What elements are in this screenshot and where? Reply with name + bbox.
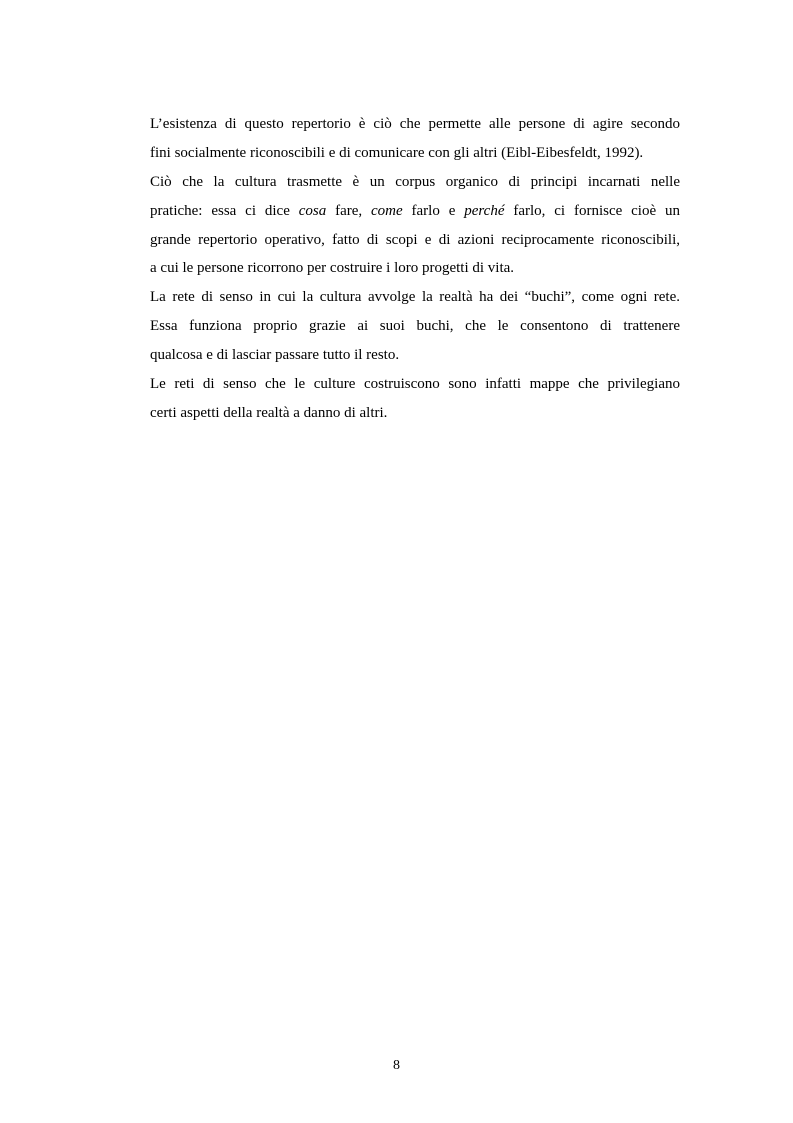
text-line: L’esistenza di questo repertorio è ciò che permette alle persone di agire secondo [150, 116, 680, 132]
text-line: certi aspetti della realtà a danno di altri. [150, 404, 388, 421]
emphasis-perche: perché [464, 202, 505, 219]
text-line: Essa funziona proprio grazie ai suoi buchi, che le consentono di trattenere [150, 318, 680, 335]
text-line: fini socialmente riconoscibili e di comunicare con gli altri (Eibl-Eibesfeldt, 1992). [150, 144, 644, 161]
text-line: Ciò che la cultura trasmette è un corpus organico di principi incarnati nelle [150, 173, 680, 190]
text-run: farlo e [402, 202, 465, 219]
text-line: Le reti di senso che le culture costruiscono sono infatti mappe che privilegiano [150, 376, 680, 393]
emphasis-cosa: cosa [298, 202, 327, 219]
page-number: 8 [393, 1058, 400, 1073]
text-line: La rete di senso in cui la cultura avvolge la realtà ha dei “buchi”, come ogni rete. [150, 289, 680, 306]
body-text [150, 110, 680, 428]
emphasis-come: come [371, 202, 403, 219]
text-run: farlo, ci fornisce cioè un [504, 202, 680, 219]
text-line: qualcosa e di lasciar passare tutto il resto. [150, 347, 400, 364]
text-line-with-emphasis [150, 197, 680, 226]
text-run: fare, [326, 202, 371, 219]
text-line: grande repertorio operativo, fatto di scopi e di azioni reciprocamente riconoscibili, [150, 231, 680, 248]
text-run: pratiche: essa ci dice [150, 202, 299, 219]
text-line: a cui le persone ricorrono per costruire i loro progetti di vita. [150, 260, 515, 277]
